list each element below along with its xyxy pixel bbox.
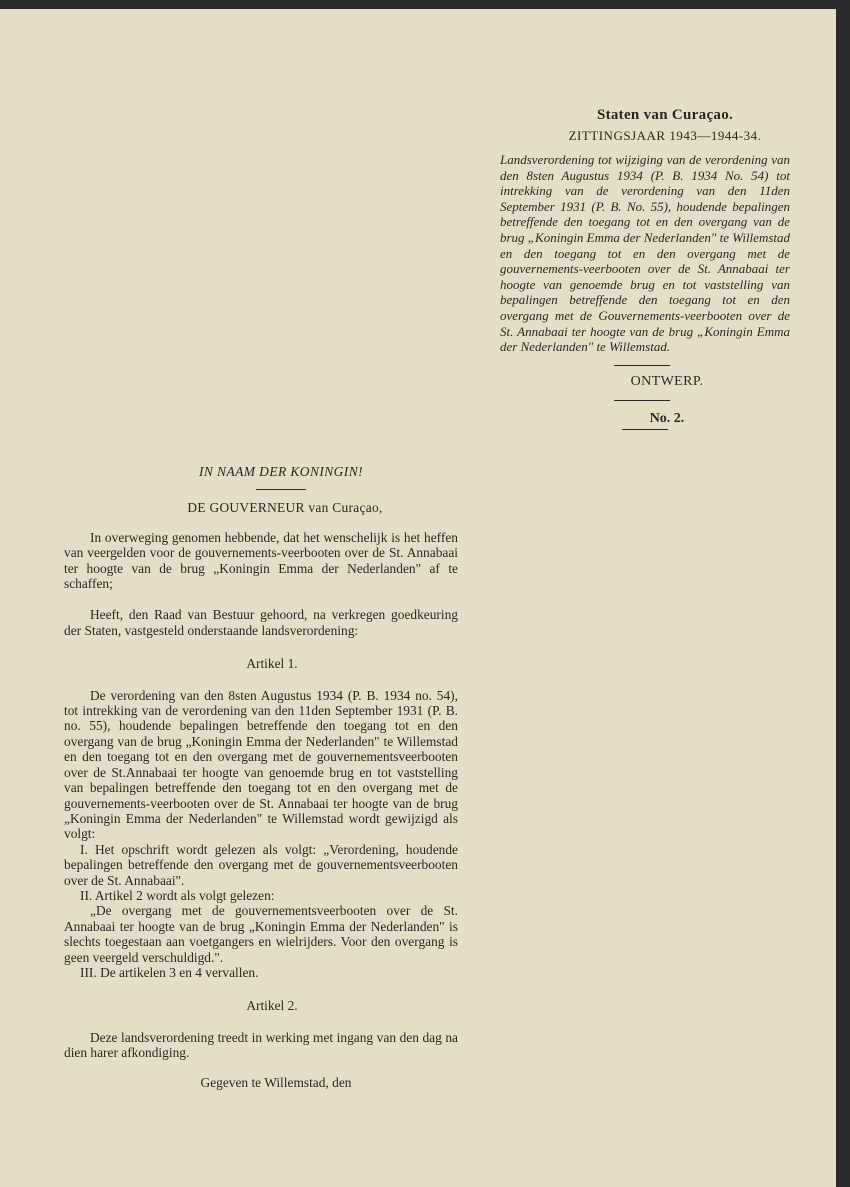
enacted-paragraph: Heeft, den Raad van Bestuur gehoord, na verkregen goedkeuring der Staten, vastgesteld onderstaande landsverordening:: [64, 607, 458, 638]
article-1-text: De verordening van den 8sten Augustus 1934 (P. B. 1934 no. 54), tot intrekking van de verordening van den 11den September 1931 (P. B. no. 55), houdende bepalingen betreffende den toegang tot en den overgang van de brug „Koningin Emma der Nederlanden" te Willemstad en den toegang tot en den overgang met de gouvernementsveerbooten over de St.Annabaai ter hoogte van genoemde brug en tot vaststelling van bepalingen betreffende den toegang tot en den overgang met de gouvernements-veerbooten over de St. Annabaai ter hoogte van de brug „Koningin Emma der Nederlanden" te Willemstad wordt gewijzigd als volgt:: [64, 687, 458, 842]
divider: [256, 489, 306, 490]
considering-paragraph: In overweging genomen hebbende, dat het wenschelijk is het heffen van veergelden voor de gouvernements-veerbooten over de St. Annabaai ter hoogte van de brug „Koningin Emma der Nederlanden" af te schaffen;: [64, 529, 458, 592]
ordinance-summary: Landsverordening tot wijziging van de verordening van den 8sten Augustus 1934 (P. B. 1934 No. 54) tot intrekking van de verordening van den 11den September 1931 (P. B. No. 55), houdende bepalingen betreffende den toegang tot en den overgang van de brug „Koningin Emma der Nederlanden" te Willemstad en den toegang tot en den overgang met de gouvernements-veerbooten over de St. Annabaai ter hoogte van genoemde brug en tot vaststelling van bepalingen betreffende den toegang tot en den overgang met de Gouvernements-veerbooten over de St. Annabaai ter hoogte van de brug „Koningin Emma der Nederlanden" te Willemstad.: [500, 152, 790, 355]
organization-title: Staten van Curaçao.: [596, 107, 734, 123]
divider: [614, 400, 670, 401]
draft-label: ONTWERP.: [630, 373, 704, 389]
amendment-item-1: I. Het opschrift wordt gelezen als volgt: „Verordening, houdende bepalingen betreffende den overgang met de gouvernementsveerbooten over de St. Annabaai".: [64, 841, 458, 888]
session-year: ZITTINGSJAAR 1943—1944-34.: [568, 128, 762, 143]
article-2-text: Deze landsverordening treedt in werking met ingang van den dag na dien harer afkondiging.: [64, 1029, 458, 1061]
document-page: [0, 9, 836, 1187]
governor-line: DE GOUVERNEUR van Curaçao,: [187, 500, 383, 516]
article-1-title: Artikel 1.: [246, 656, 298, 672]
ordinance-body: [64, 464, 458, 1090]
amendment-item-2: II. Artikel 2 wordt als volgt gelezen:: [80, 887, 275, 903]
invocation: IN NAAM DER KONINGIN!: [198, 464, 363, 479]
amendment-item-3: III. De artikelen 3 en 4 vervallen.: [80, 964, 259, 980]
given-at-line: Gegeven te Willemstad, den: [200, 1074, 352, 1090]
divider: [614, 365, 670, 366]
header-block: [500, 107, 790, 430]
draft-number: No. 2.: [649, 410, 685, 426]
amendment-item-2-quote: „De overgang met de gouvernementsveerbooten over de St. Annabaai ter hoogte van de brug „Koningin Emma der Nederlanden" is slechts toegestaan aan voetgangers en wielrijders. Voor den overgang is geen veergeld verschuldigd.".: [64, 903, 458, 965]
number-underline: [622, 429, 668, 430]
article-2-title: Artikel 2.: [246, 998, 298, 1014]
